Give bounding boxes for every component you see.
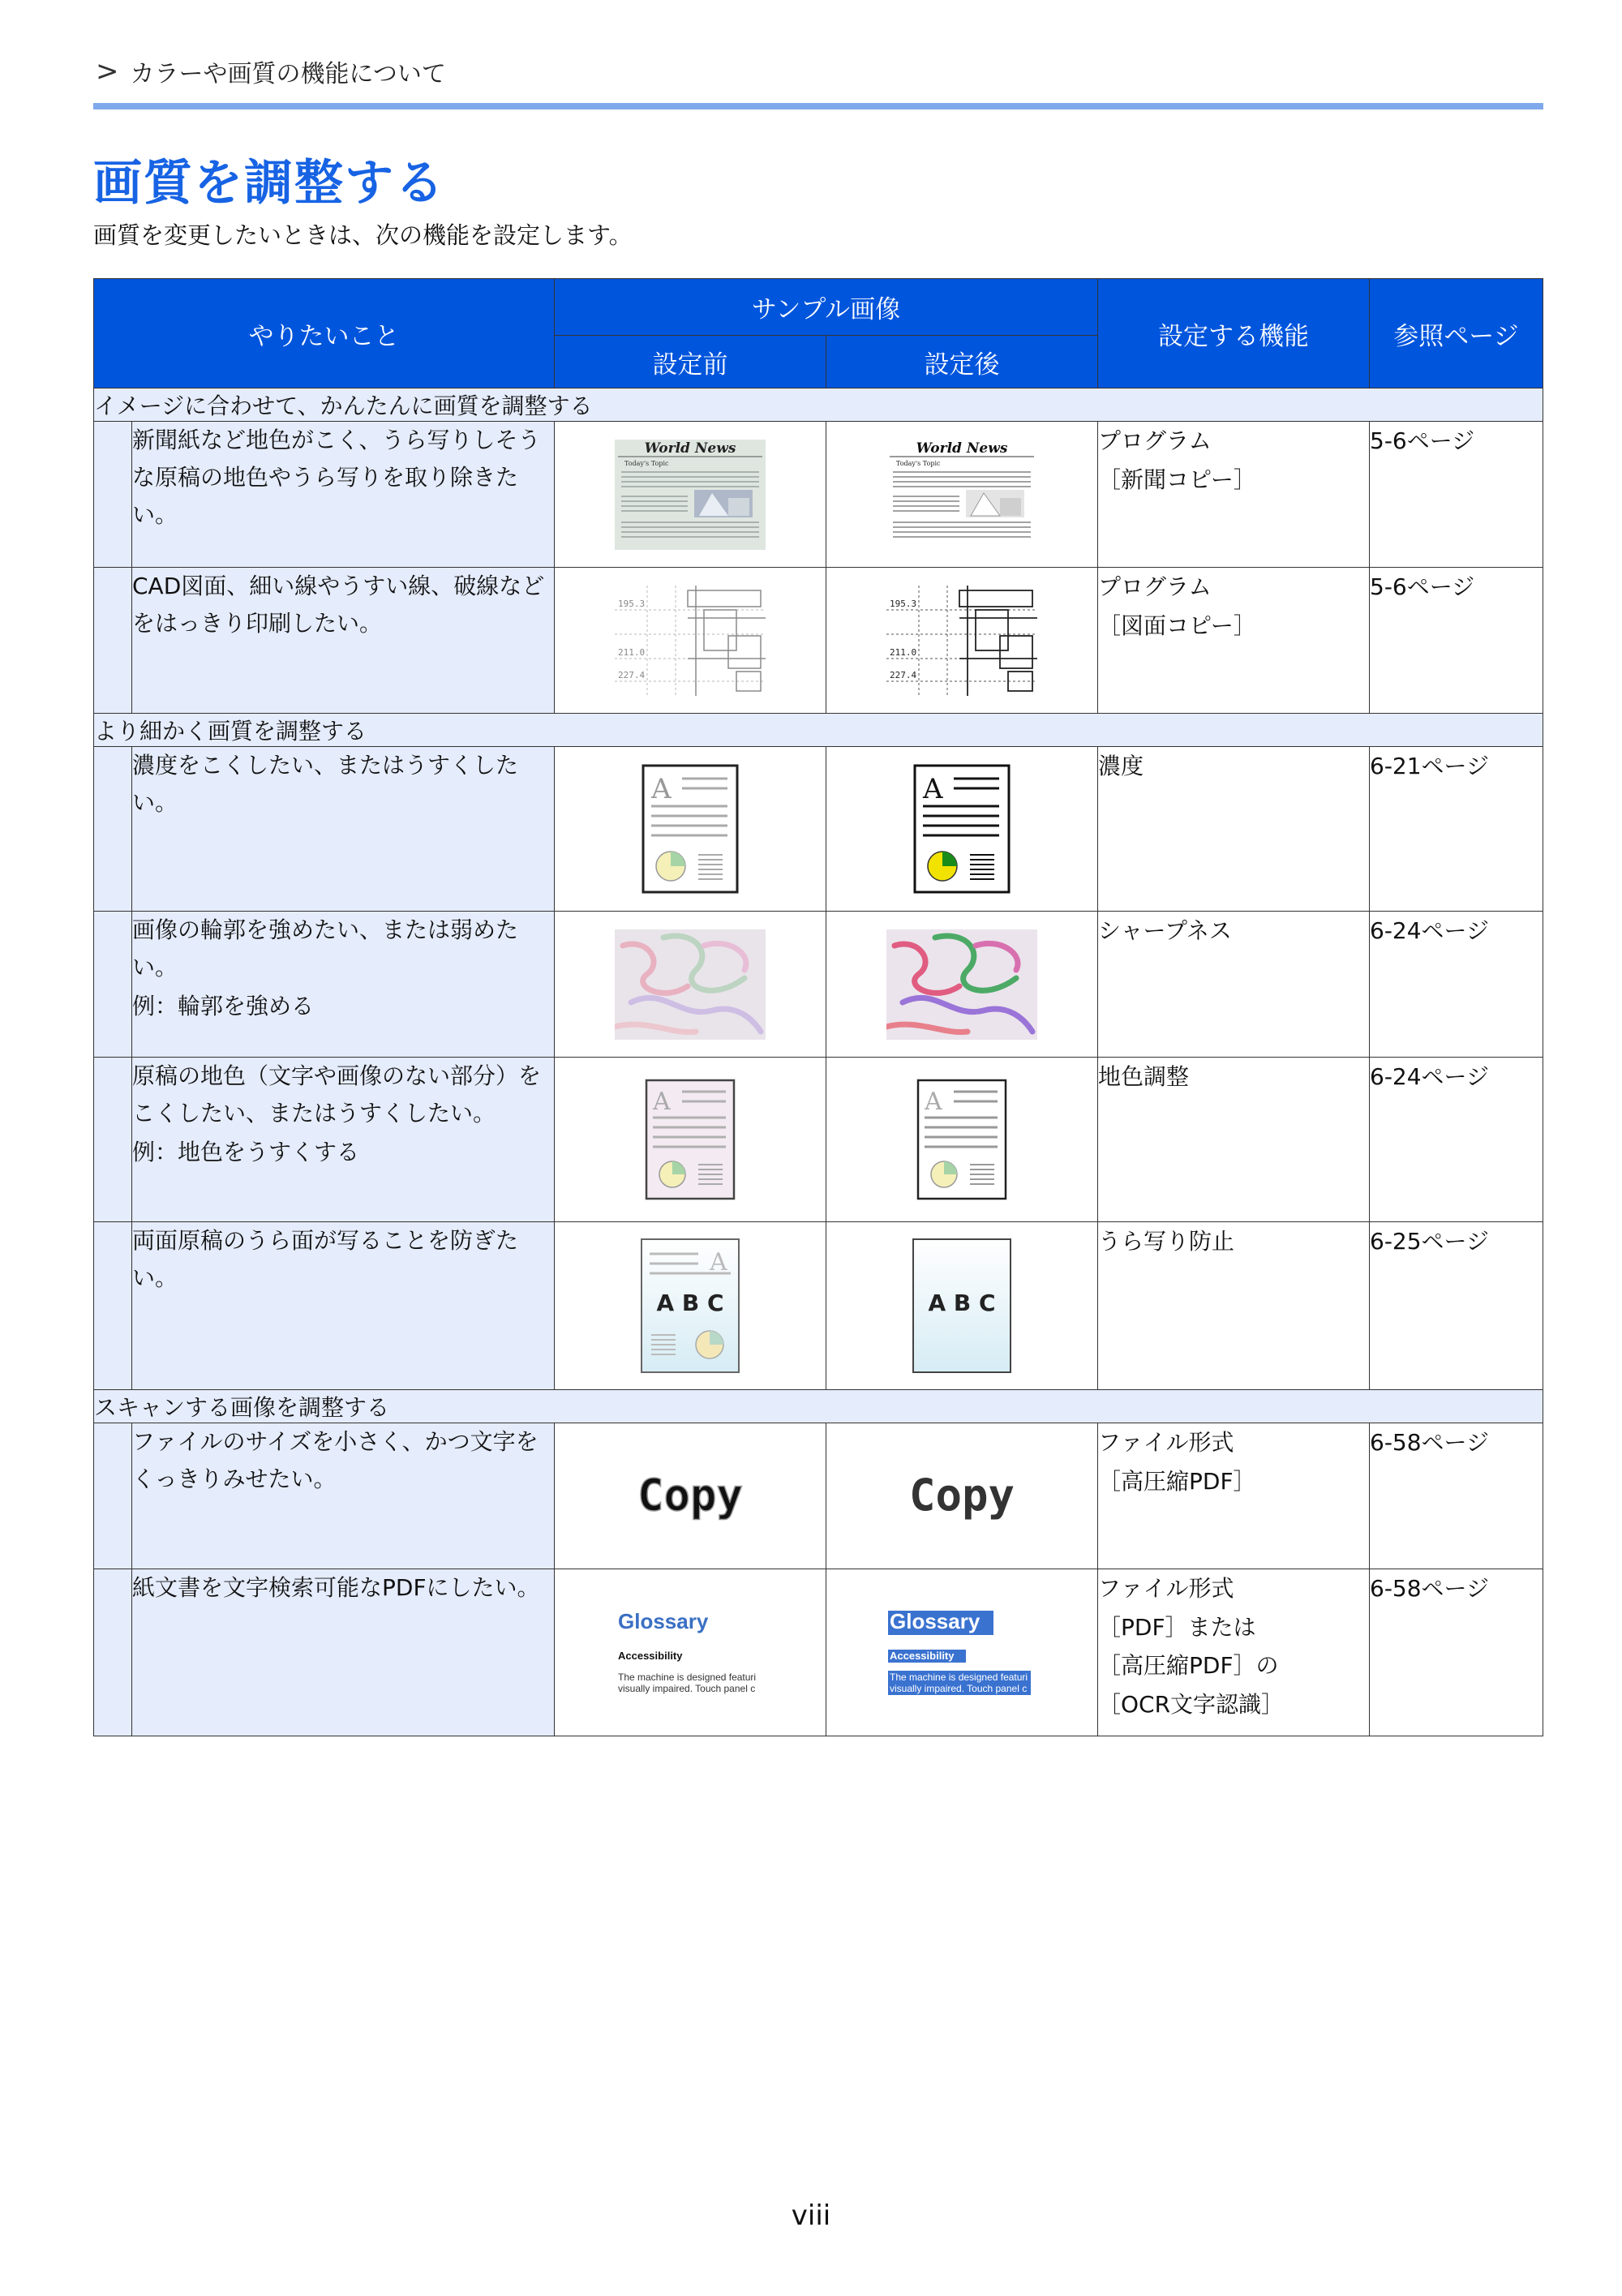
reference-link[interactable]: 6-24ページ	[1370, 912, 1543, 1058]
newspaper-before-image	[615, 440, 766, 550]
table-row	[94, 1423, 1543, 1569]
sample-before	[555, 422, 826, 568]
sample-after	[826, 912, 1098, 1058]
svg-text:A B C: A B C	[656, 1290, 724, 1316]
paperclips-after-image	[886, 929, 1037, 1040]
header-reference: 参照ページ	[1370, 279, 1543, 388]
breadcrumb-label[interactable]: カラーや画質の機能について	[130, 60, 446, 88]
svg-text:211.0: 211.0	[890, 646, 917, 658]
svg-text:A: A	[653, 1088, 671, 1116]
function-cell: ファイル形式 ［PDF］または ［高圧縮PDF］の ［OCR文字認識］	[1098, 1569, 1370, 1736]
sample-after	[826, 568, 1098, 714]
sample-before	[555, 747, 826, 912]
svg-text:Copy: Copy	[908, 1469, 1015, 1521]
want-cell: 原稿の地色（文字や画像のない部分）をこくしたい、またはうすくしたい。 例：地色をうすくする	[132, 1058, 555, 1222]
reference-link[interactable]: 6-25ページ	[1370, 1222, 1543, 1390]
table-row	[94, 1222, 1543, 1390]
svg-text:Glossary: Glossary	[618, 1608, 709, 1633]
svg-text:A B C: A B C	[928, 1290, 996, 1316]
cad-after-image	[886, 586, 1037, 696]
svg-text:visually impaired. Touch panel: visually impaired. Touch panel c	[618, 1682, 756, 1694]
page-number: viii	[791, 2199, 831, 2232]
svg-text:195.3: 195.3	[890, 598, 917, 609]
image-quality-table	[93, 278, 1543, 1736]
breadcrumb	[96, 54, 446, 89]
want-cell: 紙文書を文字検索可能なPDFにしたい。	[132, 1569, 555, 1736]
header-want: やりたいこと	[94, 279, 555, 388]
svg-text:A: A	[925, 1088, 942, 1116]
svg-text:Today's Topic: Today's Topic	[896, 459, 941, 467]
sample-before	[555, 912, 826, 1058]
sample-after	[826, 1058, 1098, 1222]
table-row	[94, 747, 1543, 912]
want-cell: 両面原稿のうら面が写ることを防ぎたい。	[132, 1222, 555, 1390]
svg-text:211.0: 211.0	[618, 646, 646, 658]
page-title: 画質を調整する	[93, 155, 445, 212]
function-cell: 濃度	[1098, 747, 1370, 912]
table-row	[94, 912, 1543, 1058]
svg-text:Glossary: Glossary	[890, 1608, 980, 1633]
function-cell: プログラム ［新聞コピー］	[1098, 422, 1370, 568]
reference-link[interactable]: 6-58ページ	[1370, 1423, 1543, 1569]
glossary-before-image	[613, 1596, 767, 1710]
cad-before-image	[615, 586, 766, 696]
sample-after	[826, 1423, 1098, 1569]
sample-before	[555, 1569, 826, 1736]
function-cell: 地色調整	[1098, 1058, 1370, 1222]
sample-before	[555, 1222, 826, 1390]
paperclips-before-image	[615, 929, 766, 1040]
header-before: 設定前	[555, 336, 826, 388]
table-row	[94, 1058, 1543, 1222]
header-function: 設定する機能	[1098, 279, 1370, 388]
reference-link[interactable]: 6-21ページ	[1370, 747, 1543, 912]
section-title: イメージに合わせて、かんたんに画質を調整する	[94, 388, 1543, 422]
section-header	[94, 388, 1543, 422]
section-title: より細かく画質を調整する	[94, 714, 1543, 747]
glossary-after-image	[885, 1596, 1039, 1710]
want-cell: CAD図面、細い線やうすい線、破線などをはっきり印刷したい。	[132, 568, 555, 714]
want-cell: 濃度をこくしたい、またはうすくしたい。	[132, 747, 555, 912]
section-title: スキャンする画像を調整する	[94, 1390, 1543, 1423]
copy-after-image	[886, 1460, 1037, 1533]
sample-after	[826, 1569, 1098, 1736]
intro-text: 画質を変更したいときは、次の機能を設定します。	[93, 221, 633, 249]
table-row	[94, 422, 1543, 568]
svg-text:195.3: 195.3	[618, 598, 646, 609]
want-cell: 新聞紙など地色がこく、うら写りしそうな原稿の地色やうら写りを取り除きたい。	[132, 422, 555, 568]
svg-text:The machine is designed featur: The machine is designed featuri	[890, 1671, 1028, 1683]
svg-text:Today's Topic: Today's Topic	[624, 459, 669, 467]
header-after: 設定後	[826, 336, 1098, 388]
density-before-image	[642, 764, 739, 894]
copy-before-image	[615, 1460, 766, 1533]
chevron-right-icon: >	[96, 55, 119, 88]
svg-text:World News: World News	[916, 440, 1008, 457]
section-header	[94, 714, 1543, 747]
svg-text:A: A	[651, 773, 672, 805]
reference-link[interactable]: 6-24ページ	[1370, 1058, 1543, 1222]
newspaper-after-image	[886, 440, 1037, 550]
reference-link[interactable]: 6-58ページ	[1370, 1569, 1543, 1736]
background-before-image	[645, 1079, 736, 1200]
want-cell: 画像の輪郭を強めたい、または弱めたい。 例：輪郭を強める	[132, 912, 555, 1058]
svg-text:227.4: 227.4	[618, 669, 646, 680]
sample-before	[555, 1058, 826, 1222]
svg-text:The machine is designed featur: The machine is designed featuri	[618, 1671, 757, 1683]
background-after-image	[916, 1079, 1007, 1200]
header-rule	[93, 103, 1543, 109]
svg-text:Accessibility: Accessibility	[890, 1649, 955, 1662]
svg-text:World News: World News	[644, 440, 736, 457]
sample-before	[555, 1423, 826, 1569]
want-cell: ファイルのサイズを小さく、かつ文字をくっきりみせたい。	[132, 1423, 555, 1569]
table-row	[94, 568, 1543, 714]
section-header	[94, 1390, 1543, 1423]
function-cell: プログラム ［図面コピー］	[1098, 568, 1370, 714]
table-row	[94, 1569, 1543, 1736]
header-sample: サンプル画像	[555, 279, 1098, 336]
function-cell: シャープネス	[1098, 912, 1370, 1058]
svg-text:227.4: 227.4	[890, 669, 917, 680]
reference-link[interactable]: 5-6ページ	[1370, 422, 1543, 568]
sample-after	[826, 422, 1098, 568]
show-through-after-image	[912, 1238, 1012, 1374]
svg-text:Copy: Copy	[637, 1469, 744, 1521]
svg-text:visually impaired. Touch panel: visually impaired. Touch panel c	[890, 1682, 1028, 1694]
function-cell: ファイル形式 ［高圧縮PDF］	[1098, 1423, 1370, 1569]
sample-before	[555, 568, 826, 714]
svg-text:A: A	[923, 773, 943, 805]
svg-text:A: A	[710, 1248, 727, 1277]
sample-after	[826, 1222, 1098, 1390]
reference-link[interactable]: 5-6ページ	[1370, 568, 1543, 714]
function-cell: うら写り防止	[1098, 1222, 1370, 1390]
svg-text:Accessibility: Accessibility	[618, 1649, 683, 1662]
sample-after	[826, 747, 1098, 912]
density-after-image	[913, 764, 1011, 894]
show-through-before-image	[640, 1238, 740, 1374]
